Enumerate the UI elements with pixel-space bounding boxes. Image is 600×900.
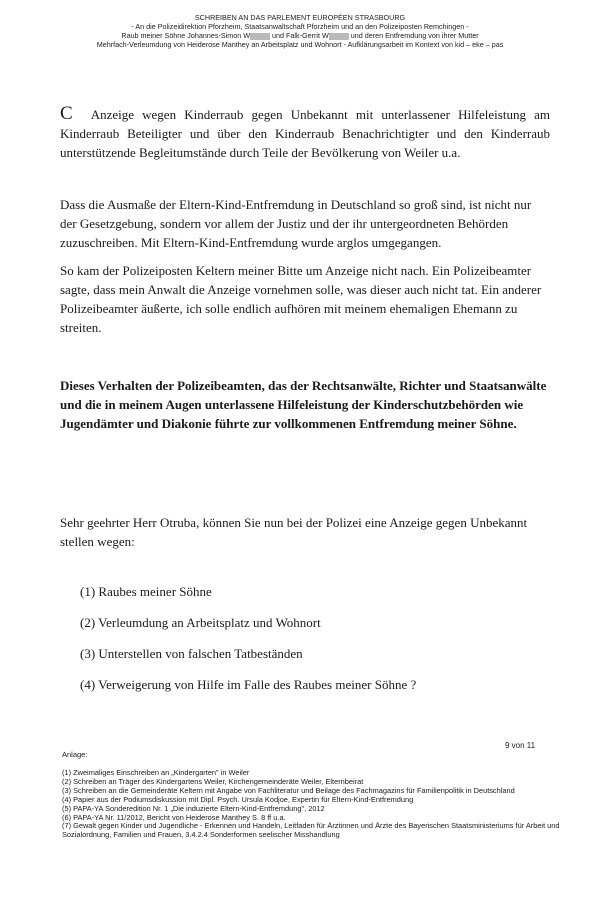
- list-item: (5) PAPA-YA Sonderedition Nr. 1 „Die induzierte Eltern-Kind-Entfremdung", 2012: [62, 803, 325, 813]
- attachments-list: [62, 769, 562, 840]
- section-letter: C: [60, 103, 73, 124]
- letter-header: [40, 13, 560, 49]
- header-recipients: - An die Polizeidirektion Pforzheim, Staatsanwaltschaft Pforzheim und an den Polizeiposten Remchingen -: [131, 22, 469, 31]
- list-item: (4) Papier aus der Podiumsdiskussion mit Dipl. Psych. Ursula Kodjoe, Expertin für Eltern-Kind-Entfremdung: [62, 794, 414, 804]
- section-text: Anzeige wegen Kinderraub gegen Unbekannt mit unterlassener Hilfeleistung am Kinderraub Beteiligter und über den Kinderraub Benachrichtigter und den Kinderraub unterstützende Begleitumstände durch Teile der Bevölkerung von Weiler u.a.: [60, 107, 550, 160]
- list-item: (1) Zweimaliges Einschreiben an „Kindergarten" in Weiler: [62, 768, 250, 777]
- list-item: (2) Schreiben an Träger des Kindergartens Weiler, Kirchengemeinderäte Weiler, Elternbeirat: [62, 776, 364, 786]
- list-item: (6) PAPA-YA Nr. 11/2012, Bericht von Heiderose Manthey S. 8 ff u.a.: [62, 812, 286, 822]
- list-item: (2) Verleumdung an Arbeitsplatz und Wohnort: [80, 615, 321, 630]
- list-item: (7) Gewalt gegen Kinder und Jugendliche - Erkennen und Handeln, Leitfaden für Ärztinnen und Ärzte des Bayerischen Staatsministeriums für Arbeit und Sozialordnung, Familien und Frauen, 3.4.2.4 Sonderformen seelischer Misshandlung: [62, 821, 560, 840]
- list-item: (3) Unterstellen von falschen Tatbeständen: [80, 646, 303, 661]
- list-item: (1) Raubes meiner Söhne: [80, 584, 212, 599]
- list-item: (3) Schreiben an die Gemeinderäte Keltern mit Angabe von Fachliteratur und Beilage des Fachmagazins für Familienpolitik in Deutschland: [62, 785, 515, 795]
- redacted-name: [250, 33, 270, 40]
- header-title: SCHREIBEN AN DAS PARLEMENT EUROPÉEN STRASBOURG: [194, 13, 406, 22]
- section-c-heading: [60, 104, 550, 162]
- header-subject-line: Raub meiner Söhne Johannes-Simon W und Falk-Gerrit W und deren Entfremdung von ihrer Mutter: [121, 31, 479, 40]
- attachments-title: Anlage:: [62, 750, 88, 759]
- page-number: 9 von 11: [505, 741, 536, 750]
- list-item: (4) Verweigerung von Hilfe im Falle des Raubes meiner Söhne ?: [80, 677, 417, 692]
- paragraph-bold-statement: Dieses Verhalten der Polizeibeamten, das der Rechtsanwälte, Richter und Staatsanwälte und die in meinem Augen unterlassene Hilfeleistung der Kinderschutzbehörden wie Jugendämter und Diakonie führte zur vollkommenen Entfremdung meiner Söhne.: [60, 378, 547, 431]
- paragraph-alienation: Dass die Ausmaße der Eltern-Kind-Entfremdung in Deutschland so groß sind, ist nicht nur der Gesetzgebung, sondern vor allem der Justiz und der ihr untergeordneten Behörden zuzuschreiben. Mit Eltern-Kind-Entfremdung wurde arglos umgegangen.: [60, 197, 532, 250]
- paragraph-police: So kam der Polizeiposten Keltern meiner Bitte um Anzeige nicht nach. Ein Polizeibeamter sagte, dass mein Anwalt die Anzeige vornehmen solle, was dieser auch nicht tat. Ein anderer Polizeibeamter äußerte, ich solle endlich aufhören mit meinem ehemaligen Ehemann zu streiten.: [60, 263, 542, 335]
- redacted-name: [329, 33, 349, 40]
- header-subtitle: Mehrfach-Verleumdung von Heiderose Manthey an Arbeitsplatz und Wohnort - Aufklärungsarbeit im Kontext von kid – eke – pas: [96, 40, 504, 49]
- paragraph-request: Sehr geehrter Herr Otruba, können Sie nun bei der Polizei eine Anzeige gegen Unbekannt stellen wegen:: [60, 515, 528, 549]
